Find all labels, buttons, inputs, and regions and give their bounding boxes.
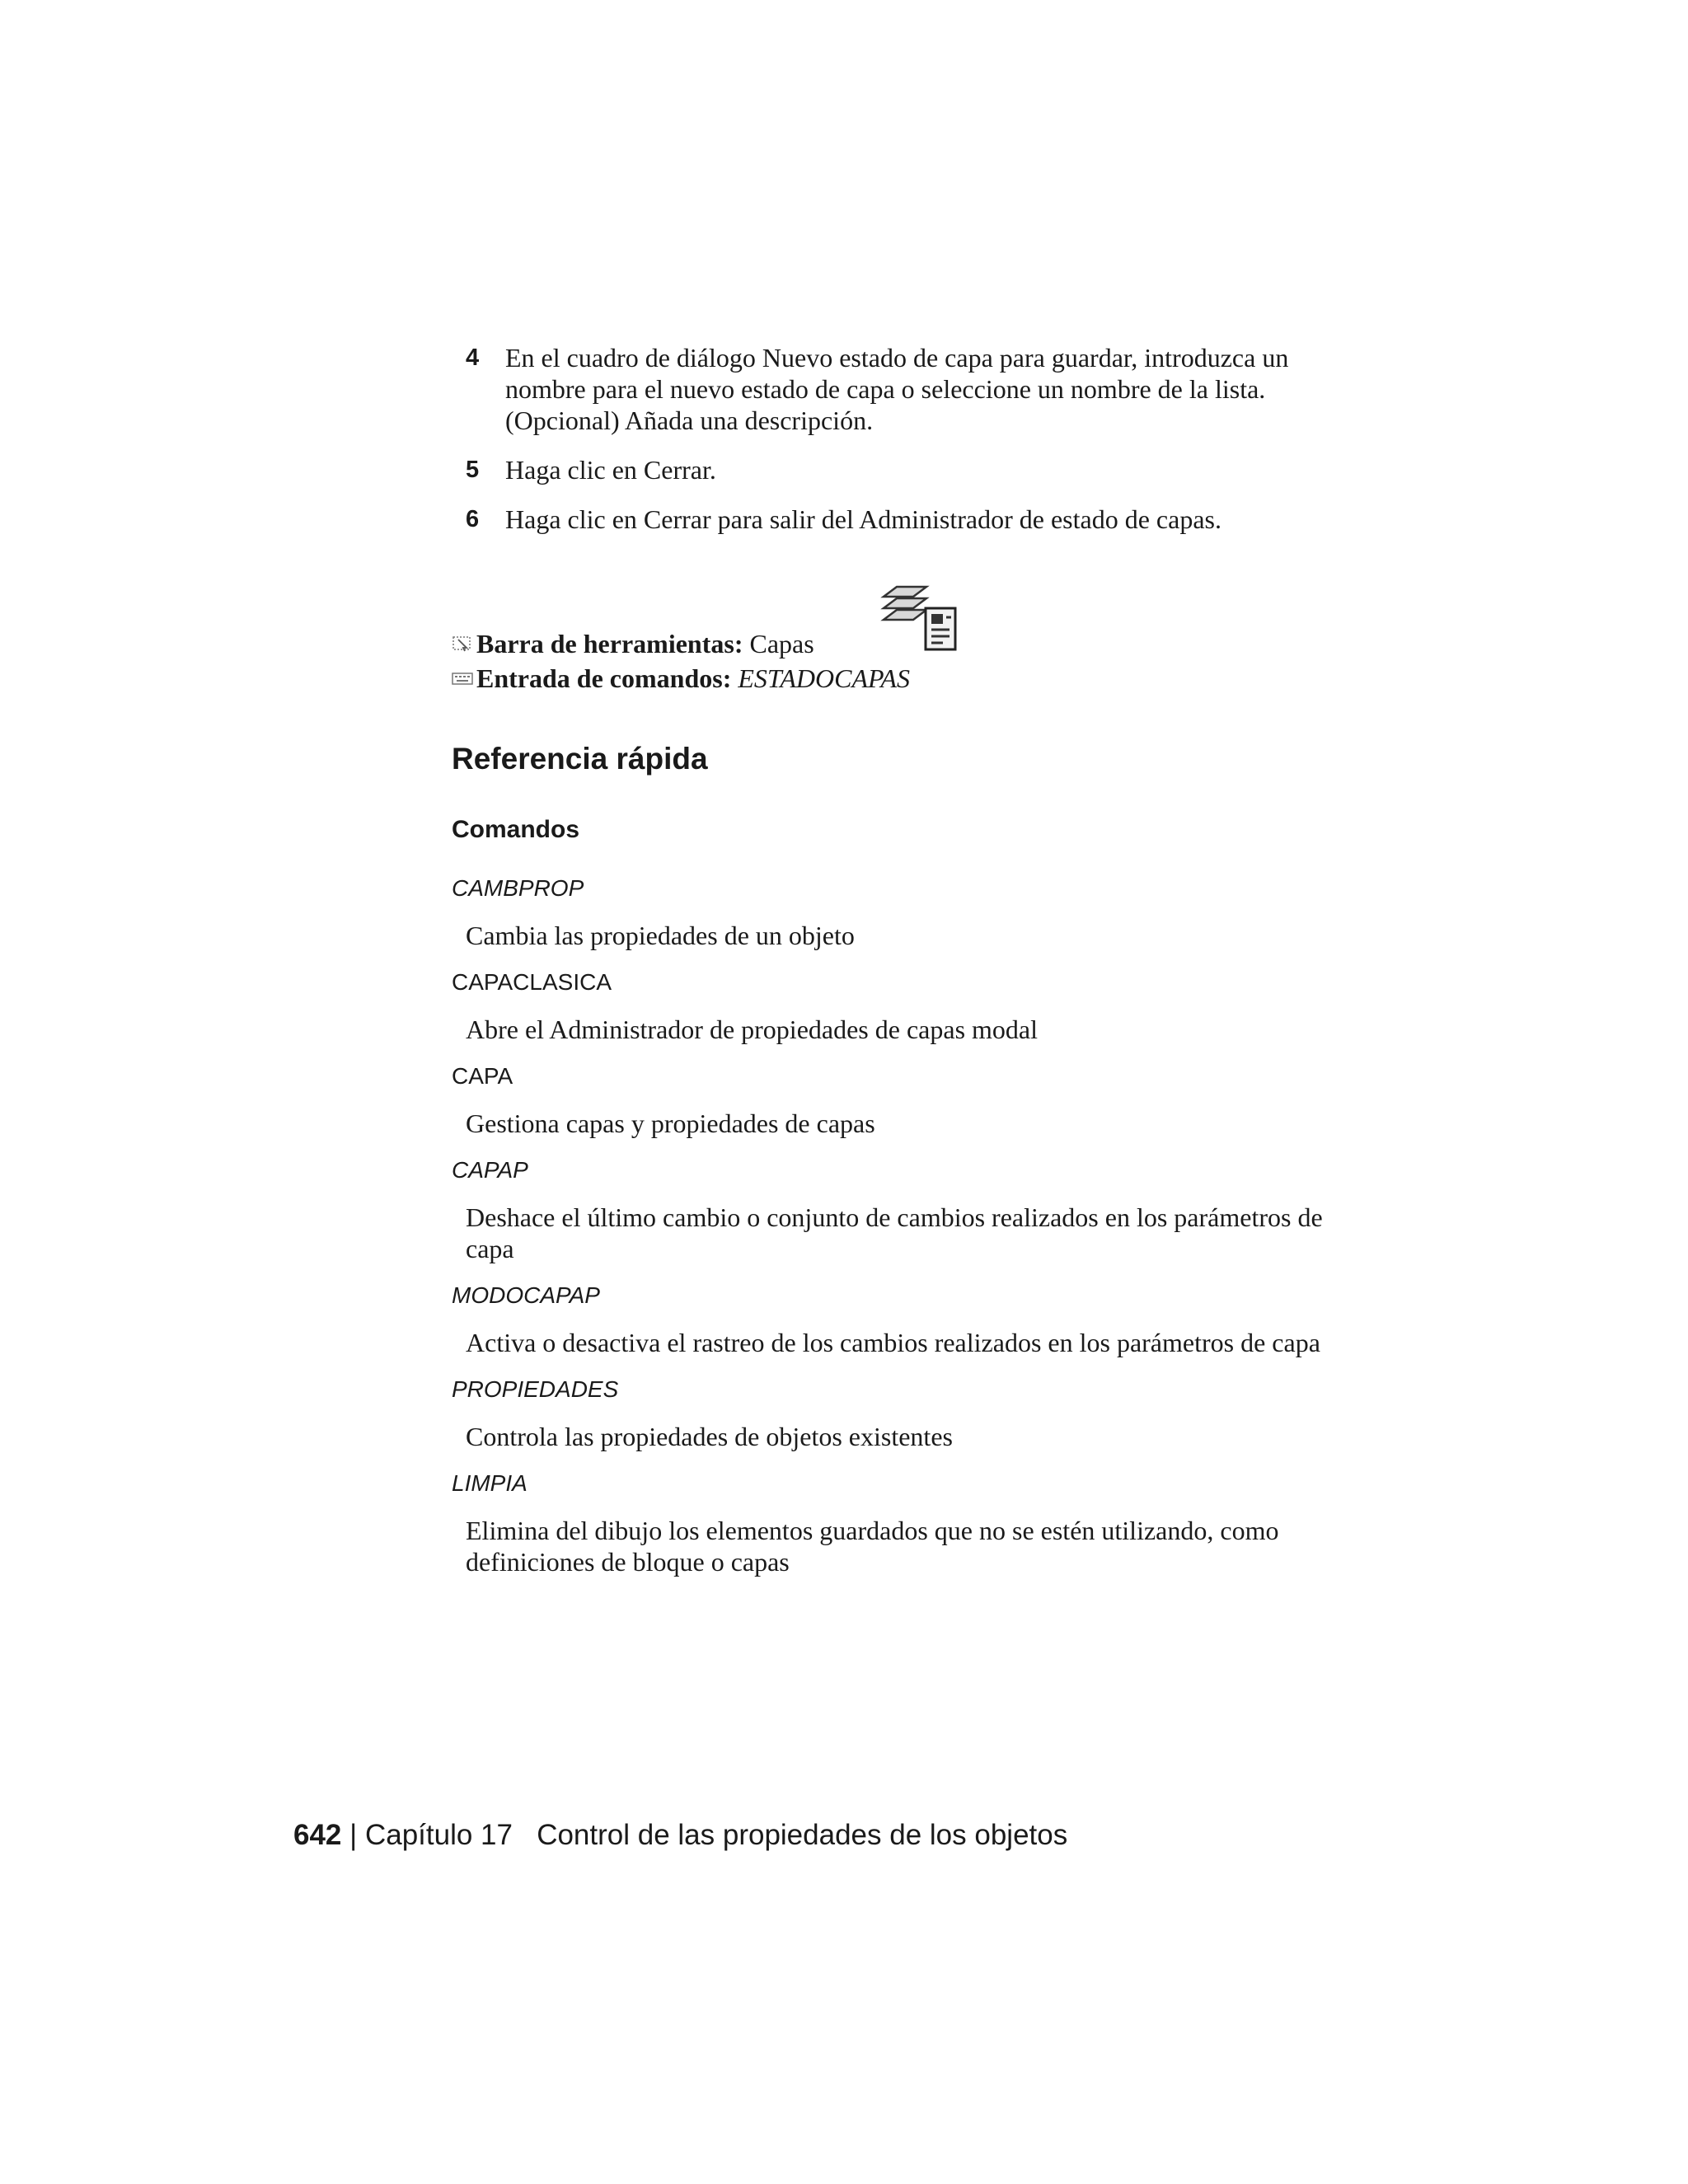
- command-description: Deshace el último cambio o conjunto de cambios realizados en los parámetros de capa: [466, 1202, 1323, 1263]
- command-description: Controla las propiedades de objetos existentes: [466, 1422, 953, 1451]
- step-number: 5: [466, 457, 480, 483]
- command-name: PROPIEDADES: [452, 1376, 619, 1402]
- page-number: 642: [293, 1819, 342, 1851]
- step-number: 4: [466, 344, 480, 371]
- subsection-title: Comandos: [452, 816, 580, 843]
- step-number: 6: [466, 506, 480, 532]
- command-description: Activa o desactiva el rastreo de los cambios realizados en los parámetros de capa: [466, 1328, 1320, 1357]
- command-name: LIMPIA: [452, 1470, 528, 1496]
- command-description: Gestiona capas y propiedades de capas: [466, 1108, 875, 1138]
- step-text: Haga clic en Cerrar para salir del Administrador de estado de capas.: [505, 504, 1221, 534]
- toolbar-line: [452, 626, 910, 661]
- command-name: CAPAP: [452, 1157, 528, 1183]
- command-description: Elimina del dibujo los elementos guardados que no se estén utilizando, como definiciones de bloque o capas: [466, 1516, 1279, 1577]
- command-label: Entrada de comandos:: [476, 663, 732, 693]
- toolbar-label: Barra de herramientas:: [476, 629, 743, 658]
- chapter-title: Control de las propiedades de los objetos: [537, 1819, 1068, 1851]
- step-item: [466, 342, 1339, 436]
- steps-list: [466, 342, 1339, 553]
- step-item: [466, 454, 1339, 485]
- toolbar-icon: [452, 635, 473, 653]
- chapter-number: Capítulo 17: [364, 1819, 513, 1851]
- command-value: ESTADOCAPAS: [738, 663, 910, 693]
- command-access: [452, 626, 910, 696]
- section-title: Referencia rápida: [452, 742, 708, 776]
- command-name: CAPACLASICA: [452, 969, 612, 995]
- command-name: CAMBPROP: [452, 875, 584, 901]
- command-description: Abre el Administrador de propiedades de capas modal: [466, 1015, 1038, 1044]
- keyboard-icon: [452, 669, 473, 687]
- command-line: [452, 661, 910, 696]
- toolbar-value: Capas: [749, 629, 814, 658]
- command-description: Cambia las propiedades de un objeto: [466, 921, 855, 950]
- command-reference-list: [452, 874, 1350, 1594]
- step-item: [466, 504, 1339, 535]
- command-name: MODOCAPAP: [452, 1282, 600, 1308]
- step-text: Haga clic en Cerrar.: [505, 455, 716, 485]
- page-footer: [293, 1819, 1067, 1852]
- footer-separator: |: [349, 1819, 358, 1851]
- command-name: CAPA: [452, 1063, 513, 1089]
- step-text: En el cuadro de diálogo Nuevo estado de capa para guardar, introduzca un nombre para el nuevo estado de capa o seleccione un nombre de la lista. (Opcional) Añada una descripción.: [505, 343, 1289, 435]
